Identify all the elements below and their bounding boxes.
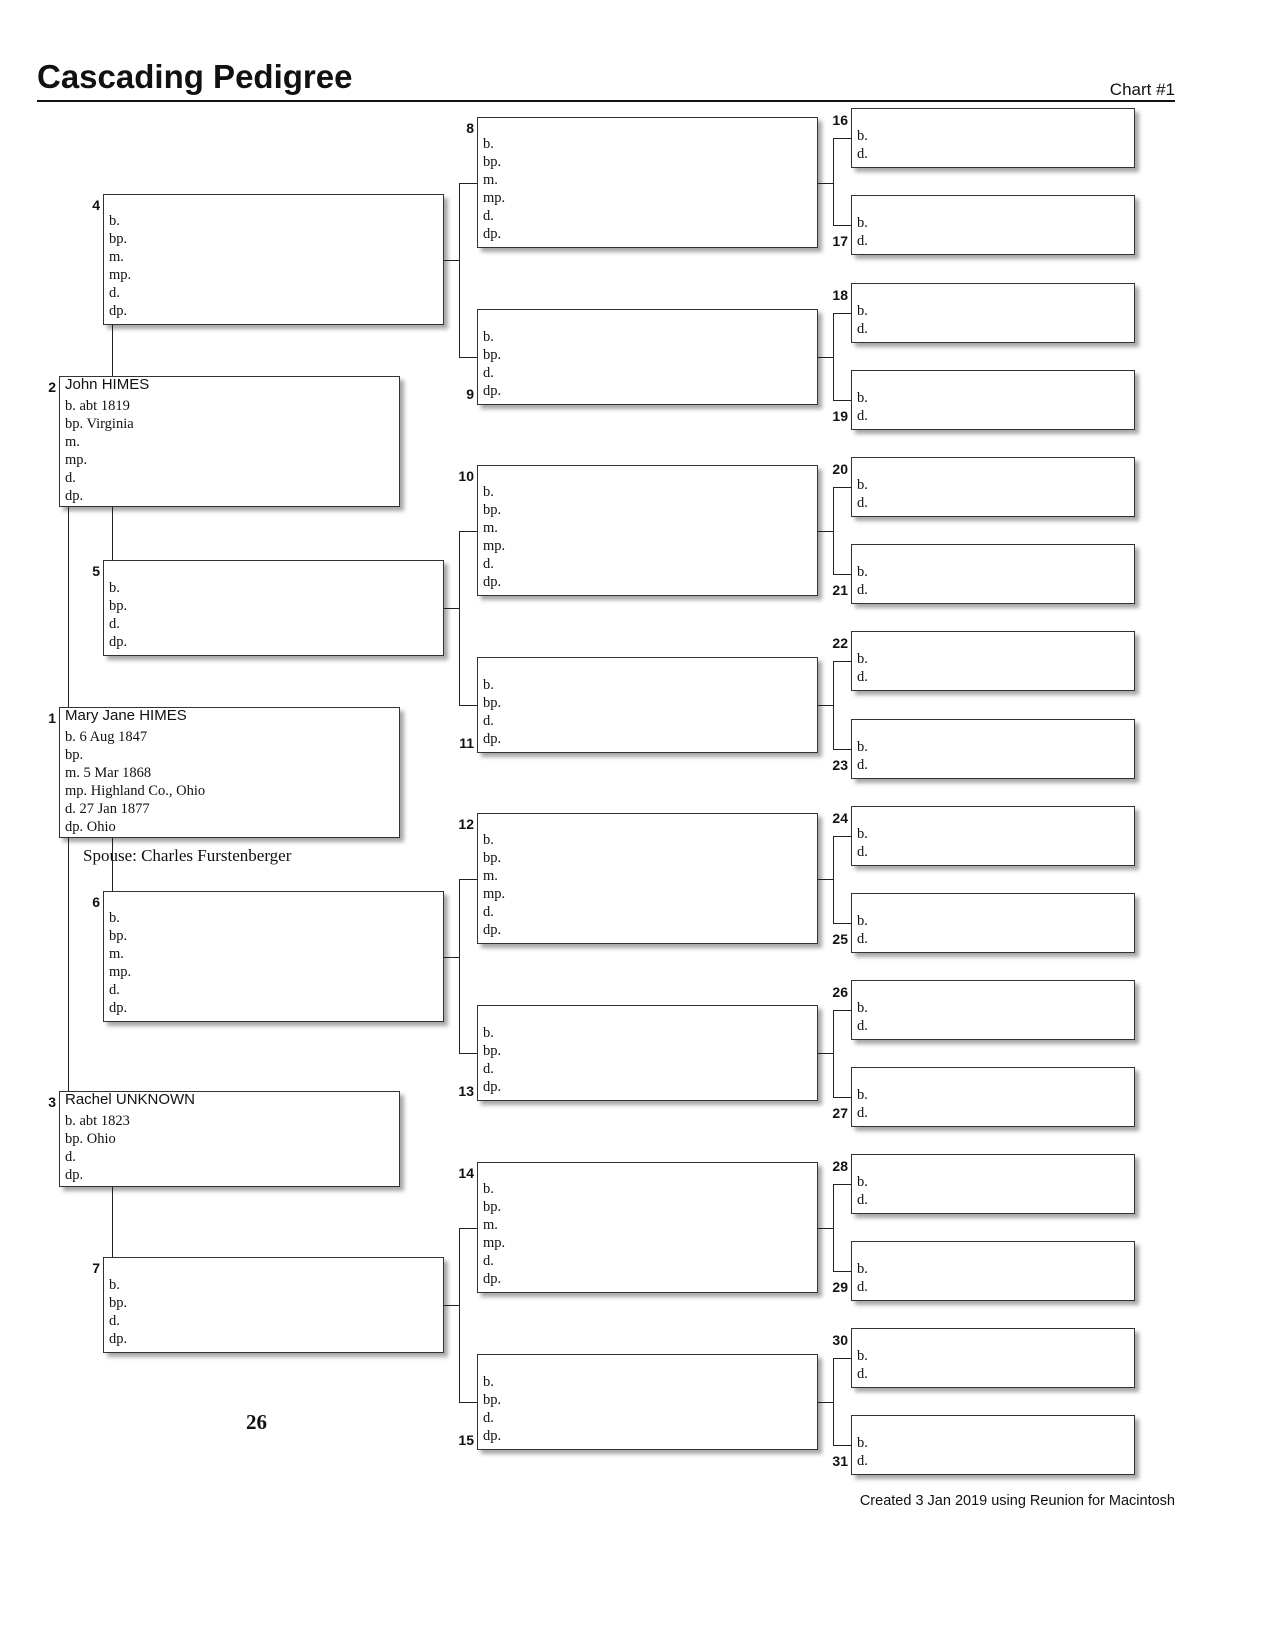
page-number: 26 [246, 1410, 267, 1434]
person-box-4 [103, 194, 444, 325]
detail-line: d. [483, 904, 494, 920]
connector-line [833, 836, 851, 837]
person-details [857, 214, 868, 250]
detail-line: d. [857, 669, 868, 685]
person-details [483, 135, 505, 243]
detail-line: m. [483, 520, 498, 536]
detail-line: mp. [65, 452, 88, 468]
connector-line [833, 1358, 851, 1359]
person-number: 24 [832, 810, 848, 826]
person-number: 25 [832, 931, 848, 947]
detail-line: d. [483, 1061, 494, 1077]
connector-line [444, 608, 460, 609]
detail-line: b. [857, 1087, 868, 1103]
detail-line: mp. [483, 538, 506, 554]
connector-line [459, 531, 460, 705]
person-details [857, 1434, 868, 1470]
connector-line [833, 1010, 834, 1097]
detail-line: dp. [483, 1079, 502, 1095]
person-number: 8 [466, 120, 474, 136]
person-box-10 [477, 465, 818, 596]
detail-line: b. [857, 1000, 868, 1016]
detail-line: d. [483, 208, 494, 224]
detail-line: bp. [483, 695, 502, 711]
detail-line: b. 6 Aug 1847 [65, 729, 148, 745]
connector-line [833, 923, 851, 924]
person-number: 4 [92, 197, 100, 213]
connector-line [833, 1184, 851, 1185]
person-details [65, 728, 205, 836]
detail-line: bp. [109, 231, 128, 247]
connector-line [459, 1402, 477, 1403]
detail-line: b. [857, 913, 868, 929]
detail-line: bp. Virginia [65, 416, 134, 432]
person-box-27 [851, 1067, 1135, 1127]
detail-line: d. [109, 982, 120, 998]
connector-line [833, 1358, 834, 1445]
detail-line: b. [109, 213, 120, 229]
person-box-25 [851, 893, 1135, 953]
person-number: 14 [458, 1165, 474, 1181]
person-number: 20 [832, 461, 848, 477]
connector-line [459, 1053, 477, 1054]
person-details [857, 389, 868, 425]
person-details [483, 831, 505, 939]
detail-line: m. [483, 1217, 498, 1233]
connector-line [818, 1228, 834, 1229]
detail-line: bp. [109, 598, 128, 614]
person-details [109, 1276, 127, 1348]
detail-line: bp. [483, 850, 502, 866]
connector-line [459, 357, 477, 358]
person-number: 13 [458, 1083, 474, 1099]
detail-line: b. [857, 1348, 868, 1364]
person-number: 21 [832, 582, 848, 598]
detail-line: dp. [65, 488, 84, 504]
detail-line: dp. Ohio [65, 819, 116, 835]
detail-line: d. [65, 470, 76, 486]
person-box-18 [851, 283, 1135, 343]
person-details [857, 563, 868, 599]
connector-line [833, 574, 851, 575]
connector-line [818, 1053, 834, 1054]
detail-line: b. [109, 1277, 120, 1293]
detail-line: bp. [483, 347, 502, 363]
detail-line: d. [857, 495, 868, 511]
person-box-3 [59, 1091, 400, 1187]
connector-line [459, 705, 477, 706]
detail-line: mp. [483, 1235, 506, 1251]
detail-line: b. [857, 215, 868, 231]
detail-line: d. [857, 844, 868, 860]
person-details [65, 397, 134, 505]
connector-line [833, 313, 834, 400]
connector-line [833, 225, 851, 226]
detail-line: d. [483, 1253, 494, 1269]
connector-line [833, 138, 834, 225]
connector-line [459, 531, 477, 532]
detail-line: b. [857, 1435, 868, 1451]
person-details [857, 999, 868, 1035]
detail-line: dp. [483, 731, 502, 747]
connector-line [833, 661, 834, 749]
person-box-6 [103, 891, 444, 1022]
person-name: John HIMES [65, 376, 150, 393]
person-details [483, 1180, 505, 1288]
detail-line: b. [483, 832, 494, 848]
person-number: 11 [459, 735, 474, 751]
chart-number: Chart #1 [1109, 80, 1175, 99]
detail-line: b. [483, 329, 494, 345]
detail-line: d. [857, 1018, 868, 1034]
person-details [857, 912, 868, 948]
detail-line: mp. [483, 190, 506, 206]
person-number: 6 [92, 894, 100, 910]
detail-line: mp. [483, 886, 506, 902]
detail-line: dp. [483, 383, 502, 399]
detail-line: d. [857, 233, 868, 249]
detail-line: mp. Highland Co., Ohio [65, 783, 206, 799]
detail-line: b. [483, 136, 494, 152]
detail-line: m. [483, 172, 498, 188]
person-number: 9 [466, 386, 474, 402]
person-box-16 [851, 108, 1135, 168]
connector-line [833, 1445, 851, 1446]
detail-line: b. [857, 564, 868, 580]
connector-line [833, 138, 851, 139]
person-number: 2 [48, 379, 56, 395]
detail-line: d. [857, 931, 868, 947]
detail-line: d. [857, 1279, 868, 1295]
connector-line [68, 838, 69, 1091]
person-number: 27 [832, 1105, 848, 1121]
detail-line: bp. [483, 1043, 502, 1059]
person-number: 5 [92, 563, 100, 579]
footer-note: Created 3 Jan 2019 using Reunion for Macintosh [859, 1493, 1175, 1509]
person-box-11 [477, 657, 818, 753]
connector-line [112, 507, 113, 560]
detail-line: d. 27 Jan 1877 [65, 801, 150, 817]
connector-line [459, 879, 460, 1053]
person-details [857, 1347, 868, 1383]
detail-line: b. [857, 303, 868, 319]
detail-line: bp. [483, 1199, 502, 1215]
person-number: 10 [458, 468, 474, 484]
connector-line [818, 531, 834, 532]
person-details [857, 1086, 868, 1122]
person-number: 3 [48, 1094, 56, 1110]
person-box-21 [851, 544, 1135, 604]
person-box-29 [851, 1241, 1135, 1301]
person-details [109, 909, 131, 1017]
connector-line [444, 260, 460, 261]
connector-line [833, 1184, 834, 1271]
person-box-14 [477, 1162, 818, 1293]
connector-line [833, 1097, 851, 1098]
person-name: Rachel UNKNOWN [65, 1091, 196, 1108]
detail-line: d. [65, 1149, 76, 1165]
detail-line: b. [857, 128, 868, 144]
person-details [857, 738, 868, 774]
person-box-5 [103, 560, 444, 656]
page-title: Cascading Pedigree [37, 58, 353, 95]
detail-line: d. [857, 757, 868, 773]
detail-line: b. [483, 1181, 494, 1197]
person-box-7 [103, 1257, 444, 1353]
person-number: 7 [92, 1260, 100, 1276]
detail-line: d. [109, 1313, 120, 1329]
person-number: 12 [458, 816, 474, 832]
person-details [483, 676, 501, 748]
connector-line [459, 879, 477, 880]
person-details [857, 1173, 868, 1209]
person-details [857, 127, 868, 163]
detail-line: d. [857, 146, 868, 162]
spouse-label: Spouse: Charles Furstenberger [83, 846, 292, 865]
connector-line [459, 183, 477, 184]
person-box-15 [477, 1354, 818, 1450]
connector-line [833, 313, 851, 314]
detail-line: m. [65, 434, 80, 450]
person-box-22 [851, 631, 1135, 691]
connector-line [818, 183, 834, 184]
connector-line [833, 836, 834, 923]
detail-line: dp. [483, 574, 502, 590]
detail-line: d. [857, 582, 868, 598]
connector-line [833, 400, 851, 401]
person-number: 29 [832, 1279, 848, 1295]
connector-line [833, 1010, 851, 1011]
detail-line: b. [857, 739, 868, 755]
detail-line: b. [857, 390, 868, 406]
detail-line: dp. [109, 1000, 128, 1016]
person-box-1 [59, 707, 400, 838]
person-number: 30 [832, 1332, 848, 1348]
detail-line: b. [857, 826, 868, 842]
person-box-23 [851, 719, 1135, 779]
person-box-31 [851, 1415, 1135, 1475]
connector-line [818, 1402, 834, 1403]
person-box-9 [477, 309, 818, 405]
detail-line: bp. [483, 1392, 502, 1408]
detail-line: dp. [65, 1167, 84, 1183]
connector-line [444, 957, 460, 958]
detail-line: m. [109, 946, 124, 962]
detail-line: dp. [109, 303, 128, 319]
detail-line: d. [109, 285, 120, 301]
detail-line: dp. [109, 1331, 128, 1347]
connector-line [833, 487, 851, 488]
connector-line [112, 1187, 113, 1257]
person-details [857, 302, 868, 338]
person-details [483, 1373, 501, 1445]
connector-line [112, 325, 113, 376]
detail-line: dp. [483, 922, 502, 938]
detail-line: d. [857, 408, 868, 424]
person-details [65, 1112, 130, 1184]
person-box-19 [851, 370, 1135, 430]
person-number: 23 [832, 757, 848, 773]
detail-line: d. [483, 365, 494, 381]
detail-line: d. [857, 1453, 868, 1469]
person-number: 31 [832, 1453, 848, 1469]
person-box-8 [477, 117, 818, 248]
connector-line [459, 1228, 460, 1402]
person-box-17 [851, 195, 1135, 255]
detail-line: bp. Ohio [65, 1131, 116, 1147]
detail-line: d. [857, 1105, 868, 1121]
person-number: 18 [832, 287, 848, 303]
person-box-13 [477, 1005, 818, 1101]
person-box-12 [477, 813, 818, 944]
detail-line: dp. [483, 1271, 502, 1287]
person-number: 15 [458, 1432, 474, 1448]
detail-line: b. [857, 477, 868, 493]
person-number: 1 [48, 710, 56, 726]
connector-line [68, 507, 69, 707]
detail-line: m. [483, 868, 498, 884]
person-details [109, 579, 127, 651]
person-box-20 [851, 457, 1135, 517]
detail-line: d. [109, 616, 120, 632]
detail-line: b. [483, 1025, 494, 1041]
detail-line: bp. [109, 1295, 128, 1311]
detail-line: d. [857, 1192, 868, 1208]
detail-line: b. [109, 580, 120, 596]
detail-line: mp. [109, 964, 132, 980]
detail-line: d. [483, 1410, 494, 1426]
detail-line: b. [857, 651, 868, 667]
detail-line: d. [857, 321, 868, 337]
connector-line [459, 183, 460, 357]
person-details [857, 1260, 868, 1296]
detail-line: dp. [483, 1428, 502, 1444]
detail-line: b. abt 1819 [65, 398, 130, 414]
connector-line [818, 705, 834, 706]
person-box-26 [851, 980, 1135, 1040]
detail-line: bp. [65, 747, 84, 763]
detail-line: d. [483, 713, 494, 729]
detail-line: dp. [483, 226, 502, 242]
detail-line: b. abt 1823 [65, 1113, 130, 1129]
person-number: 16 [832, 112, 848, 128]
person-details [483, 328, 501, 400]
detail-line: b. [483, 677, 494, 693]
connector-line [833, 1271, 851, 1272]
connector-line [818, 357, 834, 358]
connector-line [818, 879, 834, 880]
detail-line: b. [483, 484, 494, 500]
connector-line [444, 1305, 460, 1306]
person-number: 26 [832, 984, 848, 1000]
person-name: Mary Jane HIMES [65, 707, 187, 724]
person-number: 19 [832, 408, 848, 424]
connector-line [833, 487, 834, 574]
connector-line [459, 1228, 477, 1229]
detail-line: b. [109, 910, 120, 926]
detail-line: bp. [109, 928, 128, 944]
title-rule [37, 100, 1175, 102]
detail-line: dp. [109, 634, 128, 650]
detail-line: bp. [483, 502, 502, 518]
connector-line [833, 749, 851, 750]
detail-line: d. [483, 556, 494, 572]
detail-line: b. [857, 1261, 868, 1277]
person-details [857, 476, 868, 512]
detail-line: bp. [483, 154, 502, 170]
person-box-28 [851, 1154, 1135, 1214]
detail-line: d. [857, 1366, 868, 1382]
detail-line: b. [483, 1374, 494, 1390]
detail-line: m. 5 Mar 1868 [65, 765, 152, 781]
detail-line: m. [109, 249, 124, 265]
person-details [857, 650, 868, 686]
detail-line: b. [857, 1174, 868, 1190]
detail-line: mp. [109, 267, 132, 283]
person-details [483, 483, 505, 591]
person-details [109, 212, 131, 320]
person-number: 28 [832, 1158, 848, 1174]
person-details [483, 1024, 501, 1096]
person-number: 22 [832, 635, 848, 651]
person-box-2 [59, 376, 400, 507]
person-box-30 [851, 1328, 1135, 1388]
person-details [857, 825, 868, 861]
connector-line [833, 661, 851, 662]
person-box-24 [851, 806, 1135, 866]
person-number: 17 [832, 233, 848, 249]
